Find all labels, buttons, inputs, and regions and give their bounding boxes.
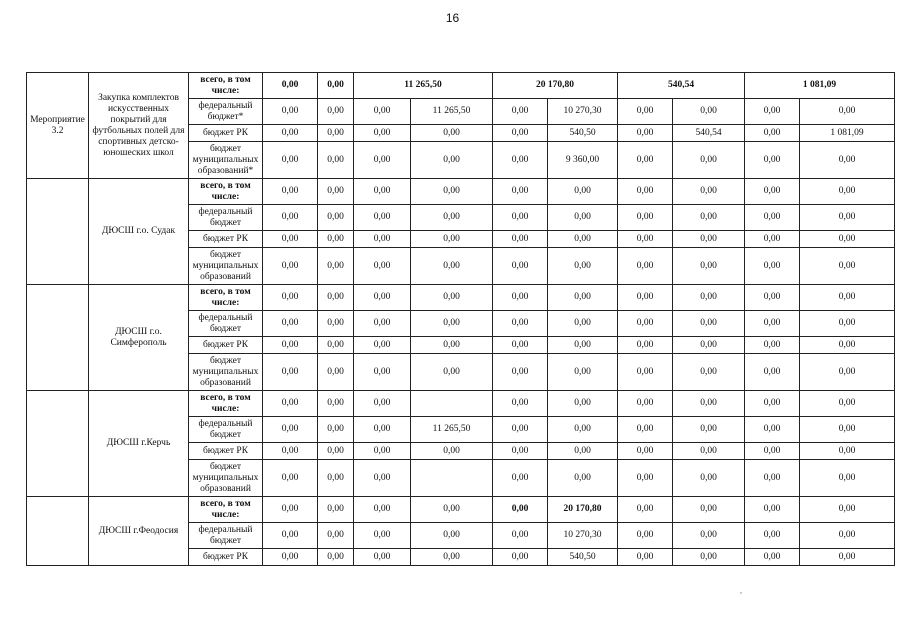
value-cell: 0,00 (673, 231, 745, 248)
object-label: ДЮСШ г.Феодосия (89, 497, 189, 566)
value-cell: 0,00 (411, 142, 493, 179)
value-cell: 0,00 (673, 311, 745, 337)
value-cell: 0,00 (745, 391, 800, 417)
value-cell: 0,00 (354, 549, 411, 566)
value-cell: 0,00 (493, 354, 548, 391)
value-cell: 0,00 (618, 285, 673, 311)
value-cell: 0,00 (318, 125, 354, 142)
value-cell: 0,00 (411, 179, 493, 205)
value-cell: 0,00 (745, 179, 800, 205)
value-cell: 0,00 (493, 417, 548, 443)
value-cell: 0,00 (318, 285, 354, 311)
value-cell: 0,00 (548, 417, 618, 443)
value-cell: 0,00 (745, 460, 800, 497)
value-cell: 0,00 (263, 523, 318, 549)
budget-category: федеральный бюджет* (189, 99, 263, 125)
value-cell: 0,00 (318, 231, 354, 248)
value-cell: 0,00 (548, 391, 618, 417)
value-cell: 0,00 (618, 417, 673, 443)
value-cell: 0,00 (263, 311, 318, 337)
value-cell: 0,00 (318, 99, 354, 125)
value-cell: 0,00 (493, 179, 548, 205)
value-cell: 0,00 (673, 549, 745, 566)
value-cell: 0,00 (493, 248, 548, 285)
budget-category: бюджет муниципальных образований (189, 354, 263, 391)
value-cell: 0,00 (318, 460, 354, 497)
value-cell: 0,00 (673, 99, 745, 125)
table-row (27, 391, 895, 417)
value-cell: 0,00 (493, 99, 548, 125)
value-cell: 0,00 (493, 142, 548, 179)
value-cell: 0,00 (800, 248, 895, 285)
page-number: 16 (445, 11, 460, 25)
value-cell: 0,00 (493, 125, 548, 142)
value-cell: 0,00 (318, 391, 354, 417)
value-cell: 0,00 (493, 311, 548, 337)
value-cell (411, 460, 493, 497)
value-cell: 0,00 (263, 248, 318, 285)
value-cell: 0,00 (493, 285, 548, 311)
value-cell: 0,00 (354, 231, 411, 248)
value-cell: 0,00 (673, 460, 745, 497)
value-cell: 0,00 (354, 460, 411, 497)
value-cell (411, 391, 493, 417)
value-cell: 0,00 (318, 205, 354, 231)
value-cell: 0,00 (800, 99, 895, 125)
value-cell: 0,00 (800, 523, 895, 549)
value-cell: 11 265,50 (411, 99, 493, 125)
table-row (27, 73, 895, 99)
event-label: Мероприятие 3.2 (27, 73, 89, 179)
value-cell: 540,54 (673, 125, 745, 142)
value-cell: 0,00 (263, 125, 318, 142)
value-cell: 0,00 (800, 285, 895, 311)
value-cell: 0,00 (411, 125, 493, 142)
value-cell: 0,00 (263, 179, 318, 205)
value-cell: 0,00 (673, 523, 745, 549)
value-cell: 0,00 (800, 443, 895, 460)
value-cell: 0,00 (673, 248, 745, 285)
value-cell: 0,00 (263, 337, 318, 354)
value-cell: 0,00 (548, 354, 618, 391)
value-cell: 0,00 (745, 248, 800, 285)
value-cell: 0,00 (673, 417, 745, 443)
value-cell: 11 265,50 (411, 417, 493, 443)
value-cell: 10 270,30 (548, 523, 618, 549)
value-cell: 0,00 (354, 354, 411, 391)
event-label (27, 497, 89, 566)
value-cell: 0,00 (745, 142, 800, 179)
value-cell: 0,00 (263, 497, 318, 523)
budget-category: бюджет муниципальных образований* (189, 142, 263, 179)
value-cell: 0,00 (673, 179, 745, 205)
value-cell: 0,00 (493, 497, 548, 523)
value-cell: 0,00 (354, 248, 411, 285)
value-cell: 0,00 (548, 285, 618, 311)
value-cell: 0,00 (318, 497, 354, 523)
value-cell: 0,00 (354, 523, 411, 549)
value-cell: 0,00 (411, 311, 493, 337)
value-cell: 0,00 (548, 205, 618, 231)
value-cell: 0,00 (673, 205, 745, 231)
value-cell: 0,00 (800, 231, 895, 248)
event-label (27, 391, 89, 497)
value-cell: 0,00 (354, 99, 411, 125)
value-cell: 0,00 (745, 311, 800, 337)
value-cell: 20 170,80 (493, 73, 618, 99)
value-cell: 0,00 (354, 497, 411, 523)
value-cell: 0,00 (354, 205, 411, 231)
table-row (27, 179, 895, 205)
value-cell: 540,54 (618, 73, 745, 99)
value-cell: 0,00 (800, 497, 895, 523)
value-cell: 0,00 (548, 248, 618, 285)
budget-category: бюджет РК (189, 125, 263, 142)
value-cell: 10 270,30 (548, 99, 618, 125)
value-cell: 0,00 (493, 460, 548, 497)
value-cell: 0,00 (263, 460, 318, 497)
value-cell: 0,00 (318, 354, 354, 391)
budget-category: бюджет РК (189, 231, 263, 248)
value-cell: 0,00 (618, 443, 673, 460)
budget-category: бюджет РК (189, 337, 263, 354)
value-cell: 0,00 (318, 417, 354, 443)
value-cell: 0,00 (263, 99, 318, 125)
value-cell: 0,00 (318, 248, 354, 285)
value-cell: 0,00 (493, 337, 548, 354)
value-cell: 0,00 (618, 354, 673, 391)
value-cell: 0,00 (354, 311, 411, 337)
value-cell: 0,00 (618, 497, 673, 523)
value-cell: 0,00 (354, 417, 411, 443)
value-cell: 0,00 (618, 99, 673, 125)
value-cell: 0,00 (673, 142, 745, 179)
value-cell: 0,00 (411, 354, 493, 391)
budget-table (26, 72, 895, 566)
value-cell: 0,00 (673, 337, 745, 354)
value-cell: 0,00 (745, 205, 800, 231)
value-cell: 0,00 (800, 460, 895, 497)
value-cell: 0,00 (354, 443, 411, 460)
value-cell: 0,00 (411, 231, 493, 248)
value-cell: 0,00 (263, 73, 318, 99)
value-cell: 0,00 (618, 142, 673, 179)
value-cell: 0,00 (548, 443, 618, 460)
value-cell: 0,00 (548, 179, 618, 205)
budget-category: всего, в том числе: (189, 497, 263, 523)
value-cell: 0,00 (673, 285, 745, 311)
value-cell: 0,00 (318, 73, 354, 99)
value-cell: 0,00 (745, 231, 800, 248)
value-cell: 20 170,80 (548, 497, 618, 523)
budget-category: федеральный бюджет (189, 523, 263, 549)
value-cell: 0,00 (411, 497, 493, 523)
value-cell: 0,00 (745, 443, 800, 460)
value-cell: 0,00 (800, 205, 895, 231)
value-cell: 0,00 (263, 443, 318, 460)
table-row (27, 497, 895, 523)
value-cell: 0,00 (618, 460, 673, 497)
value-cell: 0,00 (354, 285, 411, 311)
value-cell: 0,00 (318, 311, 354, 337)
value-cell: 0,00 (318, 142, 354, 179)
value-cell: 0,00 (618, 248, 673, 285)
value-cell: 0,00 (263, 354, 318, 391)
budget-category: бюджет РК (189, 443, 263, 460)
value-cell: 0,00 (354, 125, 411, 142)
value-cell: 0,00 (354, 179, 411, 205)
value-cell: 0,00 (318, 179, 354, 205)
value-cell: 1 081,09 (745, 73, 895, 99)
budget-category: федеральный бюджет (189, 205, 263, 231)
value-cell: 0,00 (618, 523, 673, 549)
value-cell: 0,00 (618, 337, 673, 354)
value-cell: 0,00 (618, 549, 673, 566)
value-cell: 0,00 (745, 523, 800, 549)
value-cell: 0,00 (318, 549, 354, 566)
value-cell: 0,00 (318, 443, 354, 460)
value-cell: 540,50 (548, 125, 618, 142)
value-cell: 0,00 (493, 443, 548, 460)
value-cell: 0,00 (354, 391, 411, 417)
budget-category: бюджет муниципальных образований (189, 460, 263, 497)
value-cell: 0,00 (263, 205, 318, 231)
value-cell: 0,00 (745, 497, 800, 523)
value-cell: 0,00 (618, 125, 673, 142)
budget-category: всего, в том числе: (189, 285, 263, 311)
value-cell: 0,00 (673, 443, 745, 460)
value-cell: 11 265,50 (354, 73, 493, 99)
value-cell: 0,00 (800, 391, 895, 417)
value-cell: 0,00 (745, 417, 800, 443)
value-cell: 0,00 (411, 337, 493, 354)
value-cell: 0,00 (411, 443, 493, 460)
value-cell: 0,00 (618, 311, 673, 337)
budget-category: всего, в том числе: (189, 391, 263, 417)
value-cell: 0,00 (673, 354, 745, 391)
value-cell: 0,00 (411, 549, 493, 566)
value-cell: 0,00 (745, 99, 800, 125)
value-cell: 0,00 (618, 231, 673, 248)
value-cell: 0,00 (411, 285, 493, 311)
budget-category: всего, в том числе: (189, 179, 263, 205)
table-row (27, 285, 895, 311)
value-cell: 0,00 (493, 231, 548, 248)
budget-category: федеральный бюджет (189, 311, 263, 337)
value-cell: 0,00 (745, 354, 800, 391)
value-cell: 0,00 (354, 337, 411, 354)
value-cell: 0,00 (800, 337, 895, 354)
value-cell: 0,00 (618, 179, 673, 205)
object-label: ДЮСШ г.Керчь (89, 391, 189, 497)
value-cell: 0,00 (745, 337, 800, 354)
event-label (27, 285, 89, 391)
event-label (27, 179, 89, 285)
budget-category: федеральный бюджет (189, 417, 263, 443)
object-label: ДЮСШ г.о. Симферополь (89, 285, 189, 391)
value-cell: 0,00 (318, 337, 354, 354)
value-cell: 0,00 (411, 205, 493, 231)
value-cell: 0,00 (493, 523, 548, 549)
value-cell: 0,00 (800, 179, 895, 205)
value-cell: 0,00 (618, 391, 673, 417)
value-cell: 9 360,00 (548, 142, 618, 179)
value-cell: 0,00 (263, 142, 318, 179)
value-cell: 0,00 (411, 248, 493, 285)
value-cell: 0,00 (800, 354, 895, 391)
value-cell: 0,00 (745, 549, 800, 566)
value-cell: 0,00 (263, 549, 318, 566)
value-cell: 540,50 (548, 549, 618, 566)
value-cell: 0,00 (745, 285, 800, 311)
budget-category: всего, в том числе: (189, 73, 263, 99)
value-cell: 0,00 (548, 231, 618, 248)
value-cell: 0,00 (354, 142, 411, 179)
value-cell: 0,00 (493, 549, 548, 566)
value-cell: 0,00 (263, 417, 318, 443)
value-cell: 0,00 (493, 205, 548, 231)
scan-mark: , (740, 586, 742, 595)
value-cell: 0,00 (673, 497, 745, 523)
budget-category: бюджет муниципальных образований (189, 248, 263, 285)
value-cell: 0,00 (548, 460, 618, 497)
value-cell: 1 081,09 (800, 125, 895, 142)
value-cell: 0,00 (673, 391, 745, 417)
value-cell: 0,00 (800, 311, 895, 337)
value-cell: 0,00 (745, 125, 800, 142)
value-cell: 0,00 (411, 523, 493, 549)
value-cell: 0,00 (263, 231, 318, 248)
value-cell: 0,00 (548, 311, 618, 337)
value-cell: 0,00 (800, 549, 895, 566)
value-cell: 0,00 (263, 285, 318, 311)
value-cell: 0,00 (800, 142, 895, 179)
value-cell: 0,00 (548, 337, 618, 354)
value-cell: 0,00 (263, 391, 318, 417)
value-cell: 0,00 (800, 417, 895, 443)
object-label: ДЮСШ г.о. Судак (89, 179, 189, 285)
value-cell: 0,00 (493, 391, 548, 417)
budget-category: бюджет РК (189, 549, 263, 566)
value-cell: 0,00 (318, 523, 354, 549)
object-label: Закупка комплектов искусственных покрытий для футбольных полей для спортивных детско-юношеских школ (89, 73, 189, 179)
value-cell: 0,00 (618, 205, 673, 231)
